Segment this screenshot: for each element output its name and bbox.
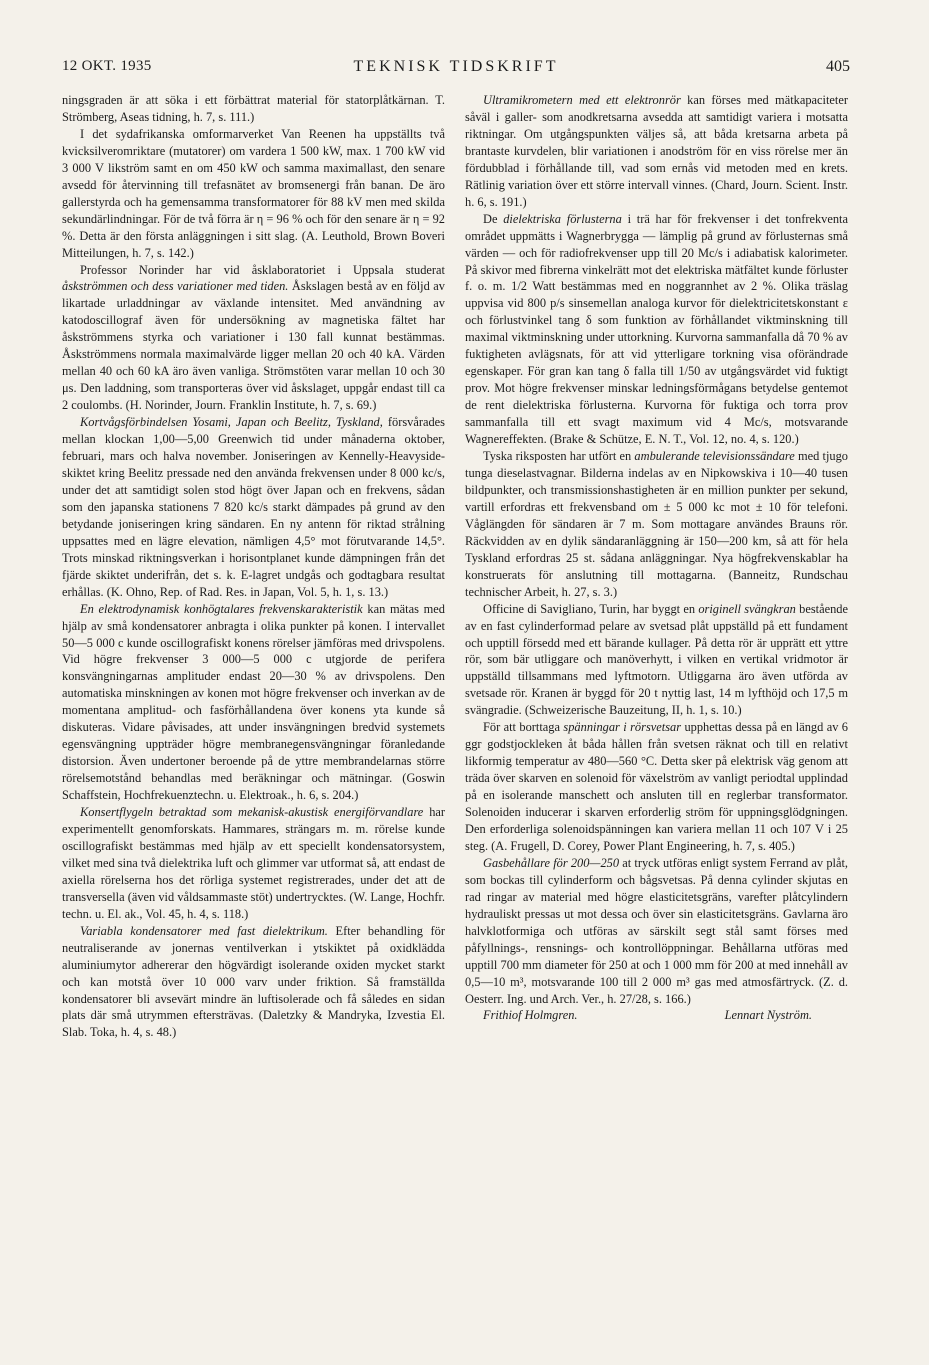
paragraph: Gasbehållare för 200—250 at tryck utföras enligt system Ferrand av plåt, som bockas till cylinderform och bågsvetsas. På denna cylinder skjutas en rad ringar av material med högre elasticitetsgräns, varefter plåtcylindern hydrauliskt pressas ut mot dessa och över sin elasticitetsgräns. Gavlarna äro halvklotformiga och utföras av särskilt segt stål samt förses med påfyllnings-, rensnings- och kontrollöppningar. Behållarna utföras med upptill 700 mm diameter för 250 at och 1 000 mm för 200 at med innehåll av 0,5—10 m³, motsvarande 100 till 2 000 m³ gas med atmosfärtryck. (Z. d. Oesterr. Ing. und Arch. Ver., h. 27/28, s. 166.) [465,855,848,1006]
right-column [465,92,848,1287]
signature-nystrom: Lennart Nyström. [724,1008,812,1023]
paragraph: För att borttaga spänningar i rörsvetsar upphettas dessa på en längd av 6 ggr godstjockleken åt båda hållen från svetsen räknat och till en relativt likformig temperatur av 480—560 °C. Detta sker på elektrisk väg genom att träda över skarven en solenoid för växelström av vanligt periodtal upplindad på en isolerande manschett och ansluten till en reglerbar transformator. Solenoiden inducerar i skarven erforderlig ström för uppningsglödgningen. Den erforderliga solenoidspänningen kan variera mellan 11 och 107 V i 25 steg. (A. Frugell, D. Corey, Power Plant Engineering, h. 7, s. 405.) [465,720,848,853]
paragraph: En elektrodynamisk konhögtalares frekvenskarakteristik kan mätas med hjälp av små kondensatorer anbragta i olika punkter på konen. I intervallet 50—5 000 c kunde oscillografiskt konens rörelser jämföras med drivspolens. Vid högre frekvenser 3 000—5 000 c utgjorde de perifera konsvängningarnas amplituder endast 20—30 % av drivspolens. Den automatiska minskningen av konen mot högre frekvenser och inverkan av de momentana amplitud- och fasförhållandena över konens yta kunde så diskuteras. Vidare påvisades, att under insvängningen bredvid systemets egensvängning uppträder högre membranegensvängningar föranledande distorsion. Även undertoner beroende på de yttre membrandelarnas större rörelsemotstånd behandlas med beräkningar och mätningar. (Goswin Schaffstein, Hochfrekuenztechn. u. Elektroak., h. 6, s. 204.) [62,601,445,803]
paragraph: Professor Norinder har vid åsklaboratoriet i Uppsala studerat åskströmmen och dess variationer med tiden. Åskslagen bestå av en följd av likartade urladdningar av växlande intensitet. Med användning av katodoscillograf även för undersökning av magnetiska fältet har åskströmmens styrka och variationer i 130 fall kunnat bestämmas. Åskströmmens normala maximalvärde ligger mellan 20 och 40 kA. Värden mellan 40 och 60 kA äro även vanliga. Strömstöten varar mellan 10 och 30 μs. Den laddning, som transporteras över vid åskslaget, uppgår endast till ca 2 coulombs. (H. Norinder, Journ. Franklin Institute, h. 7, s. 69.) [62,262,445,413]
paragraph: Tyska riksposten har utfört en ambulerande televisionssändare med tjugo tunga dieselastvagnar. Bilderna indelas av en Nipkowskiva i 10—40 tusen bildpunkter, och transmissionshastigheten är en million punkter per sekund, vartill erfordras ett frekvensband om ± 5 000 kc mot ± 10 för telefoni. Våglängden för sändaren är 7 m. Som mottagare användes Brauns rör. Räckvidden av en dylik sändaranläggning är 150—200 km, så att för hela Tyskland erfordras 25 st. sådana anläggningar. Nya högfrekvenskablar ha konstruerats för anslutning till mottagarna. (Banneitz, Rundschau technischer Arbeit, h. 27, s. 3.) [465,449,848,599]
signature-holmgren: Frithiof Holmgren. [483,1008,578,1023]
paragraph: I det sydafrikanska omformarverket Van Reenen ha uppställts två kvicksilveromriktare (mutatorer) om vardera 1 500 kW, max. 1 700 kW vid 3 000 V likström samt en om 450 kW och samma maximallast, den senare avsedd för återvinning till trefasnätet av bromsenergi från banan. De äro gallerstyrda och ha gemensamma transformatorer för 88 kV men med skilda sekundärlindningar. För de två förra är η = 96 % och för den senare är η = 92 %. Detta är den första anläggningen i sitt slag. (A. Leuthold, Brown Boveri Mitteilungen, h. 7, s. 142.) [62,126,445,260]
author-signatures [465,1007,848,1024]
paragraph: Officine di Savigliano, Turin, har byggt en originell svängkran bestående av en fast cylinderformad pelare av svetsad plåt uppställd på ett fundament och upptill försedd med ett bärande kullager. På detta rör är upprätt ett yttre rör, som bär utliggare och manöverhytt, i vilken en vertikal vridmotor är uppställd tillsammans med lyftmotorn. Utliggarna äro även utförda av svetsade rör. Kranen är byggd för 20 t nyttig last, 14 m lyfthöjd och 17,5 m svängradie. (Schweizerische Bauzeitung, II, h. 1, s. 10.) [465,601,848,718]
page-number: 405 [826,58,850,75]
paragraph: Kortvågsförbindelsen Yosami, Japan och Beelitz, Tyskland, försvårades mellan klockan 1,00—5,00 Greenwich tid under månaderna oktober, februari, mars och halva november. Joniseringen av Kennelly-Heavyside-skiktet kring Beelitz pressade ned den använda frekvensen under 8 000 kc/s, under det att samtidigt solen stod högt över Japan och en frekvens, sådan som den japanska stationens 7 820 kc/s starkt dämpades på grund av den betydande joniseringen kring sändaren. En ny antenn för riktad strålning uppsattes med en lägre elevation, nämligen 4,5° mot förutvarande 14,5°. Trots minskad riktningsverkan i horisontplanet kunde dämpningen från det fjärde skiktet underifrån, det s. k. E-lagret undgås och godtagbara resultat erhållas. (K. Ohno, Rep. of Rad. Res. in Japan, Vol. 5, h. 1, s. 13.) [62,415,445,599]
left-column [62,92,445,1287]
journal-title: TEKNISK TIDSKRIFT [353,58,559,75]
issue-date: 12 OKT. 1935 [62,58,152,74]
paragraph: Ultramikrometern med ett elektronrör kan förses med mätkapaciteter såväl i galler- som anodkretsarna avsedda att samtidigt variera i motsatta riktningar. Om utgångspunkten väljes så, att båda kretsarna arbeta på brantaste kurvdelen, blir variationen i anodström för en viss rörelse mer än fördubblad i förhållande till, vad som ernås vid metoden med en krets. Rätlinig variation över ett större intervall vinnes. (Chard, Journ. Scient. Instr. h. 6, s. 191.) [465,93,848,209]
paragraph: Variabla kondensatorer med fast dielektrikum. Efter behandling för neutraliserande av jonernas ventilverkan i ytskiktet på oxidklädda aluminiumytor adhererar den högvärdigt isolerande oxiden mycket starkt och kan motstå över 10 000 varv under friktion. Så framställda kondensatorer bli avsevärt mindre än luftisolerade och få således en sidan plats där små utrymmen eftersträvas. (Daletzky & Mandryka, Izvestia El. Slab. Toka, h. 4, s. 48.) [62,923,445,1040]
paragraph: ningsgraden är att söka i ett förbättrat material för statorplåtkärnan. T. Strömberg, Aseas tidning, h. 7, s. 111.) [62,93,445,124]
paragraph: Konsertflygeln betraktad som mekanisk-akustisk energiförvandlare har experimentellt genomforskats. Hammares, strängars m. m. rörelse kunde oscillografiskt bestämmas med hjälp av ett speciellt kondensatorsystem, vilket med sina två dielektrika luft och glimmer var utformat så, att endast de axiella rörelserna hos det rörliga systemet registrerades, under det att de transversella (även vid våldsammaste stöt) undertrycktes. (W. Lange, Hochfr. techn. u. El. ak., Vol. 45, h. 4, s. 118.) [62,805,445,921]
page-header [62,58,850,80]
paragraph: De dielektriska förlusterna i trä har för frekvenser i det tonfrekventa området uppmätts i Wagnerbrygga — lämplig på grund av förlusternas små värden — och för radiofrekvenser upp till 20 Mc/s i adiabatisk kalorimeter. På skivor med fibrerna vinkelrätt mot det elektriska mätfältet kunde förluster f. o. m. 1/2 Watt bestämmas med en noggrannhet av 2 %. Olika träslag uppvisa vid 800 p/s sinsemellan analoga kurvor för dielektricitetskonstant ε och förlustvinkel tang δ som funktion av förhållandet viktminskning till maximal viktminskning under uttorkning. Kurvorna sammanfalla då 70 % av fuktigheten avlägsnats, för att vid ytterligare torkning visa oförändrade egenskaper. För gran kan tang δ falla till 1/50 av utgångsvärdet vid fuktigt prov. Mot högre frekvenser minskar ledningsförmågans betydelse gentemot de rent dielektriska förlusterna. Kurvorna för fuktiga och torra prov sammanfalla till ett svagt maximum vid 4 Mc/s, motsvarande Wagnereffekten. (Brake & Schütze, E. N. T., Vol. 12, no. 4, s. 120.) [465,211,848,447]
